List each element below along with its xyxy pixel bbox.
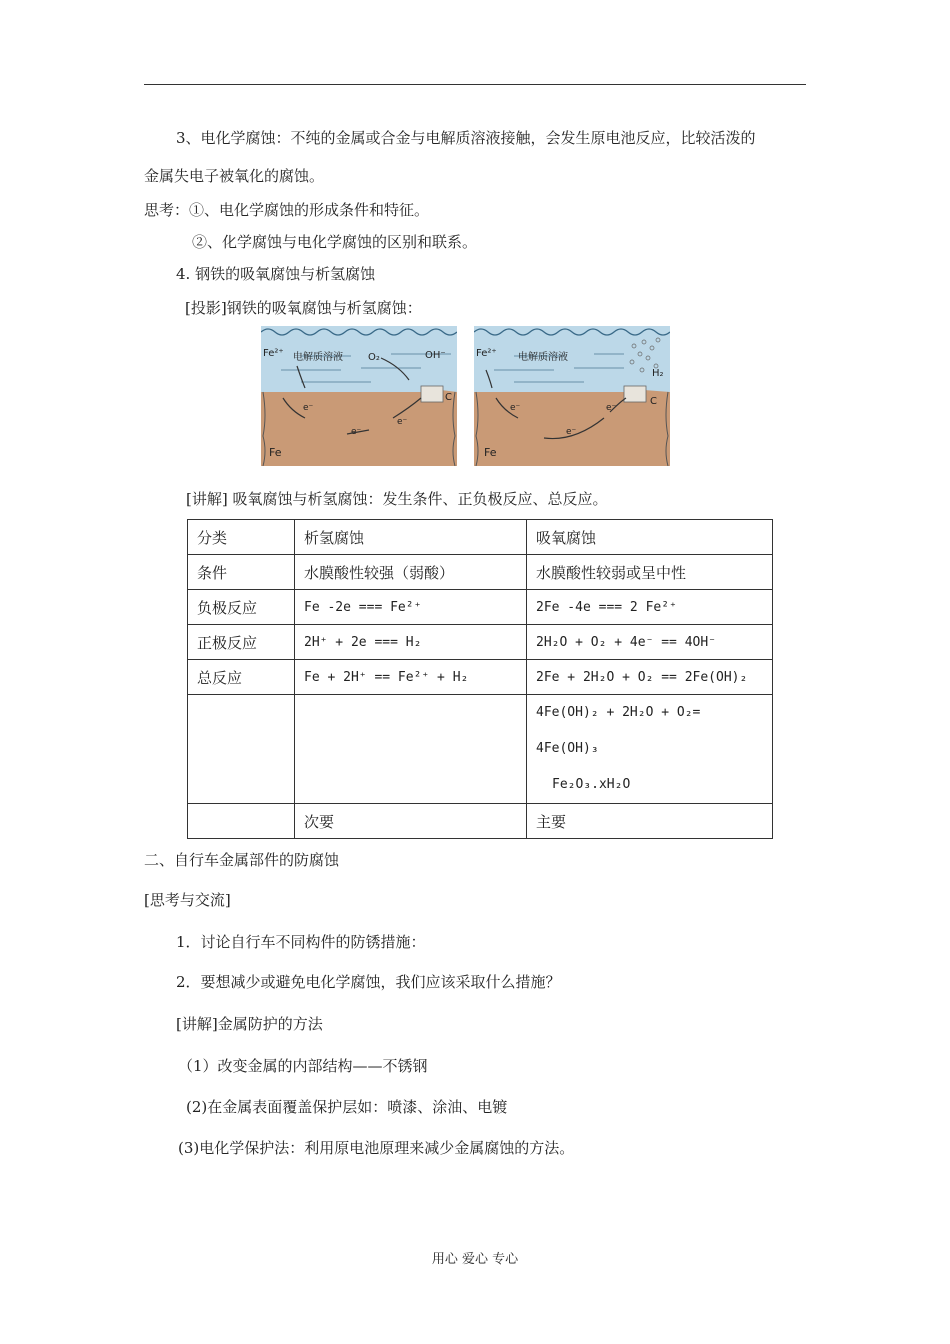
explain-corrosion: [讲解] 吸氧腐蚀与析氢腐蚀：发生条件、正负极反应、总反应。: [186, 490, 608, 508]
fe2-ion-label: Fe²⁺: [476, 348, 497, 359]
electron-label: e⁻: [510, 403, 521, 413]
projection-label: [投影]钢铁的吸氧腐蚀与析氢腐蚀：: [185, 299, 422, 317]
table-cell: 主要: [527, 804, 773, 839]
table-row: [188, 555, 773, 590]
table-cell: [188, 804, 295, 839]
table-cell: 2H⁺ + 2e === H₂: [295, 625, 527, 660]
question-2: 2．要想减少或避免电化学腐蚀，我们应该采取什么措施？: [176, 973, 561, 991]
further-reaction-line: 4Fe(OH)₃: [536, 741, 599, 756]
table-cell: 次要: [295, 804, 527, 839]
iron-label: Fe: [484, 446, 497, 459]
table-cell: 总反应: [188, 660, 295, 695]
iron-label: Fe: [269, 446, 282, 459]
page-footer: 用心 爱心 专心: [431, 1252, 519, 1267]
table-cell: 水膜酸性较强（弱酸）: [295, 555, 527, 590]
table-row: [188, 804, 773, 839]
table-cell: 负极反应: [188, 590, 295, 625]
electron-label: e⁻: [606, 403, 617, 413]
header-rule: [144, 84, 806, 85]
table-row: [188, 695, 773, 804]
discussion-label: [思考与交流]: [144, 891, 231, 909]
method-1: （1）改变金属的内部结构——不锈钢: [178, 1057, 428, 1075]
table-cell: [527, 695, 773, 804]
table-cell: 条件: [188, 555, 295, 590]
oh-ion-label: OH⁻: [425, 350, 446, 361]
rust-formula: Fe₂O₃.xH₂O: [552, 777, 631, 792]
o2-label: O₂: [368, 352, 380, 363]
question-1: 1．讨论自行车不同构件的防锈措施：: [176, 933, 426, 951]
hydrogen-corrosion-diagram: [474, 326, 670, 466]
table-cell: Fe + 2H⁺ == Fe²⁺ + H₂: [295, 660, 527, 695]
fe2-ion-label: Fe²⁺: [263, 348, 284, 359]
oxygen-corrosion-diagram: [261, 326, 457, 466]
further-reaction-line: 4Fe(OH)₂ + 2H₂O + O₂=: [536, 705, 701, 720]
method-3: (3)电化学保护法：利用原电池原理来减少金属腐蚀的方法。: [178, 1139, 575, 1157]
think-line2: ②、化学腐蚀与电化学腐蚀的区别和联系。: [192, 233, 478, 251]
electron-label: e⁻: [566, 427, 577, 437]
table-cell: 2Fe + 2H₂O + O₂ == 2Fe(OH)₂: [527, 660, 773, 695]
explain-protection: [讲解]金属防护的方法: [176, 1015, 323, 1033]
table-cell: 2Fe -4e === 2 Fe²⁺: [527, 590, 773, 625]
electrolyte-label: 电解质溶液: [293, 352, 343, 363]
table-cell: [295, 695, 527, 804]
electron-label: e⁻: [351, 427, 362, 437]
carbon-label: C: [650, 396, 657, 407]
table-cell: Fe -2e === Fe²⁺: [295, 590, 527, 625]
corrosion-comparison-table: [187, 519, 773, 839]
table-row: [188, 625, 773, 660]
table-row: [188, 520, 773, 555]
table-header-cell: 析氢腐蚀: [295, 520, 527, 555]
table-cell: 2H₂O + O₂ + 4e⁻ == 4OH⁻: [527, 625, 773, 660]
carbon-label: C: [445, 392, 452, 403]
table-cell: [188, 695, 295, 804]
method-2: (2)在金属表面覆盖保护层如：喷漆、涂油、电镀: [186, 1098, 508, 1116]
table-cell: 水膜酸性较弱或呈中性: [527, 555, 773, 590]
part2-title: 二、自行车金属部件的防腐蚀: [144, 851, 340, 869]
section3-line2: 金属失电子被氧化的腐蚀。: [144, 167, 325, 185]
electrolyte-label: 电解质溶液: [518, 352, 568, 363]
section4-title: 4. 钢铁的吸氧腐蚀与析氢腐蚀: [176, 265, 376, 283]
electron-label: e⁻: [303, 403, 314, 413]
think-line1: 思考：①、电化学腐蚀的形成条件和特征。: [144, 201, 430, 219]
table-header-cell: 吸氧腐蚀: [527, 520, 773, 555]
section3-line1: 3、电化学腐蚀：不纯的金属或合金与电解质溶液接触，会发生原电池反应，比较活泼的: [176, 129, 756, 147]
table-header-cell: 分类: [188, 520, 295, 555]
electron-label: e⁻: [397, 417, 408, 427]
table-cell: 正极反应: [188, 625, 295, 660]
table-row: [188, 590, 773, 625]
h2-label: H₂: [652, 368, 664, 379]
table-row: [188, 660, 773, 695]
